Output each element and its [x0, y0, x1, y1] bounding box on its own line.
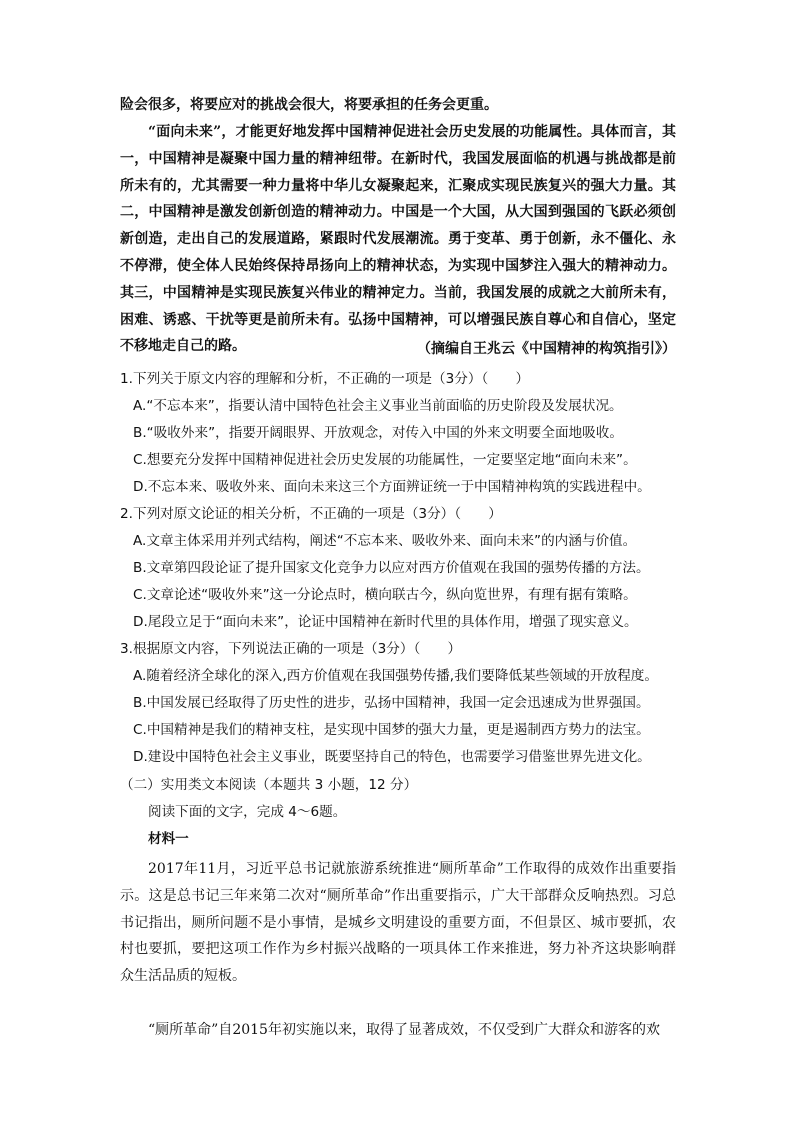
question-1-option-c: C.想要充分发挥中国精神促进社会历史发展的功能属性，一定要坚定地“面向未来”。	[133, 452, 637, 468]
question-2-option-d: D.尾段立足于“面向未来”，论证中国精神在新时代里的具体作用，增强了现实意义。	[133, 614, 638, 630]
question-3-stem: 3.根据原文内容，下列说法正确的一项是（3分）（ ）	[120, 641, 462, 657]
question-3-option-d: D.建设中国特色社会主义事业，既要坚持自己的特色，也需要学习借鉴世界先进文化。	[133, 749, 651, 765]
material-paragraph-2: “厕所革命”自2015年初实施以来，取得了显著成效，不仅受到广大群众和游客的欢	[148, 1022, 660, 1038]
question-1-stem: 1.下列关于原文内容的理解和分析，不正确的一项是（3分）（ ）	[120, 371, 530, 387]
passage-source: （摘编自王兆云《中国精神的构筑指引》）	[417, 341, 676, 357]
question-1-option-d: D.不忘本来、吸收外来、面向未来这三个方面辨证统一于中国精神构筑的实践进程中。	[133, 479, 651, 495]
question-3-option-b: B.中国发展已经取得了历史性的进步，弘扬中国精神，我国一定会迅速成为世界强国。	[133, 695, 650, 711]
material-paragraph-1: 2017年11月，习近平总书记就旅游系统推进“厕所革命”工作取得的成效作出重要指示。这是总书记三年来第二次对“厕所革命”作出重要指示，广大干部群众反响热烈。习总书记指出，厕所问题不是小事情，是城乡文明建设的重要方面，不但景区、城市要抓，农村也要抓，要把这项工作作为乡村振兴战略的一项具体工作来推进，努力补齐这块影响群众生活品质的短板。	[120, 861, 676, 985]
passage-paragraph-future: “面向未来”，才能更好地发挥中国精神促进社会历史发展的功能属性。具体而言，其一，中国精神是凝聚中国力量的精神纽带。在新时代，我国发展面临的机遇与挑战都是前所未有的，尤其需要一种力量将中华儿女凝聚起来，汇聚成实现民族复兴的强大力量。其二，中国精神是激发创新创造的精神动力。中国是一个大国，从大国到强国的飞跃必须创新创造，走出自己的发展道路，紧跟时代发展潮流。勇于变革、勇于创新，永不僵化、永不停滞，使全体人民始终保持昂扬向上的精神状态，为实现中国梦注入强大的精神动力。其三，中国精神是实现民族复兴伟业的精神定力。当前，我国发展的成就之大前所未有，困难、诱惑、干扰等更是前所未有。弘扬中国精神，可以增强民族自尊心和自信心，坚定不移地走自己的路。	[120, 124, 676, 355]
question-3-option-c: C.中国精神是我们的精神支柱，是实现中国梦的强大力量，更是遏制西方势力的法宝。	[133, 722, 650, 738]
material-label: 材料一	[148, 831, 189, 847]
question-3-option-a: A.随着经济全球化的深入,西方价值观在我国强势传播,我们要降低某些领域的开放程度。	[133, 668, 658, 684]
question-2-option-a: A.文章主体采用并列式结构，阐述“不忘本来、吸收外来、面向未来”的内涵与价值。	[133, 533, 637, 549]
passage-top-line: 险会很多，将要应对的挑战会很大，将要承担的任务会更重。	[120, 97, 498, 113]
question-2-stem: 2.下列对原文论证的相关分析，不正确的一项是（3分）（ ）	[120, 506, 502, 522]
question-2-option-c: C.文章论述“吸收外来”这一分论点时，横向联古今，纵向览世界，有理有据有策略。	[133, 587, 637, 603]
question-1-option-b: B.“吸收外来”，指要开阔眼界、开放观念，对传入中国的外来文明要全面地吸收。	[133, 425, 623, 441]
question-2-option-b: B.文章第四段论证了提升国家文化竞争力以应对西方价值观在我国的强势传播的方法。	[133, 560, 650, 576]
section-2-heading: （二）实用类文本阅读（本题共 3 小题，12 分）	[120, 777, 418, 793]
section-2-instruction: 阅读下面的文字，完成 4～6题。	[148, 804, 347, 820]
question-1-option-a: A.“不忘本来”，指要认清中国特色社会主义事业当前面临的历史阶段及发展状况。	[133, 398, 623, 414]
